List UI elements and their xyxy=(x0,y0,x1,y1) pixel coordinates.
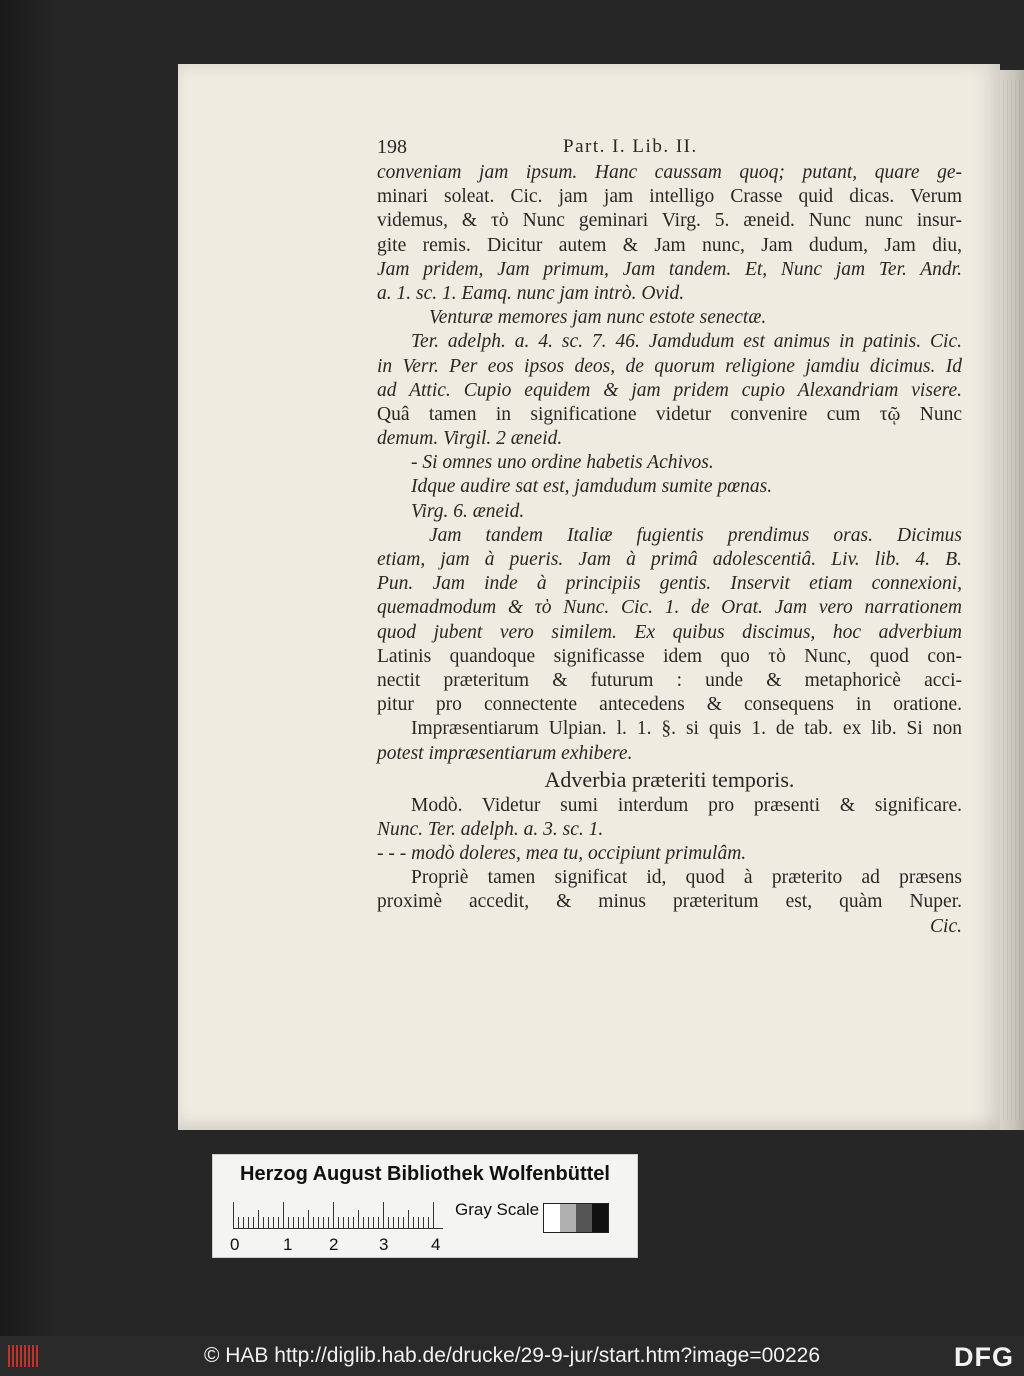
gray-swatch xyxy=(592,1204,608,1232)
copyright-url[interactable]: © HAB http://diglib.hab.de/drucke/29-9-jur/start.htm?image=00226 xyxy=(203,1344,821,1367)
ruler-tick xyxy=(333,1202,334,1228)
ruler-number: 0 xyxy=(230,1235,240,1254)
page-header xyxy=(377,133,962,161)
library-name: Herzog August Bibliothek Wolfenbüttel xyxy=(240,1163,610,1185)
ruler-tick xyxy=(328,1217,329,1228)
ruler-tick xyxy=(278,1217,279,1228)
text-line: Propriè tamen significat id, quod à præterito ad præsens xyxy=(411,867,962,889)
ruler-tick xyxy=(363,1217,364,1228)
ruler-tick xyxy=(413,1217,414,1228)
ruler-tick xyxy=(298,1217,299,1228)
ruler-tick xyxy=(338,1217,339,1228)
gray-scale-label: Gray Scale xyxy=(455,1200,540,1219)
text-line: etiam, jam à pueris. Jam à primâ adolescentiâ. Liv. lib. 4. B. xyxy=(377,549,962,570)
ruler-tick xyxy=(348,1217,349,1228)
ruler-tick xyxy=(318,1217,319,1228)
text-line: in Verr. Per eos ipsos deos, de quorum religione jamdiu dicimus. Id xyxy=(377,355,962,377)
ruler-tick xyxy=(433,1202,434,1228)
ruler-tick xyxy=(393,1217,394,1228)
ruler-baseline xyxy=(233,1228,443,1229)
color-calibration-label xyxy=(212,1154,638,1258)
scan-shadow xyxy=(0,0,60,1336)
ruler-number: 3 xyxy=(379,1235,389,1254)
section-heading: Adverbia præteriti temporis. xyxy=(544,766,795,792)
text-line: Latinis quandoque significasse idem quo τὸ Nunc, quod con- xyxy=(377,645,962,667)
text-line: Ter. adelph. a. 4. sc. 7. 46. Jamdudum est animus in patinis. Cic. xyxy=(411,331,962,353)
ruler-tick xyxy=(253,1217,254,1228)
ruler-tick xyxy=(248,1217,249,1228)
ruler-tick xyxy=(353,1217,354,1228)
ruler-tick xyxy=(273,1217,274,1228)
page-text xyxy=(377,133,962,939)
text-line: a. 1. sc. 1. Eamq. nunc jam intrò. Ovid. xyxy=(377,282,685,304)
ruler-tick xyxy=(403,1217,404,1228)
ruler-tick xyxy=(428,1217,429,1228)
ruler xyxy=(233,1200,443,1230)
ruler-tick xyxy=(288,1217,289,1228)
text-line: proximè accedit, & minus præteritum est, quàm Nuper. xyxy=(377,891,962,913)
text-line: Venturæ memores jam nunc estote senectæ. xyxy=(429,307,767,329)
text-line: - Si omnes uno ordine habetis Achivos. xyxy=(411,452,714,474)
page-edge-texture xyxy=(1003,80,1021,1120)
ruler-tick xyxy=(423,1217,424,1228)
ruler-tick xyxy=(238,1217,239,1228)
text-line: Nunc. Ter. adelph. a. 3. sc. 1. xyxy=(377,818,604,840)
text-line: Jam tandem Italiæ fugientis prendimus oras. Dicimus xyxy=(429,524,962,546)
text-line: Pun. Jam inde à principiis gentis. Inservit etiam connexioni, xyxy=(377,573,962,595)
ruler-tick xyxy=(418,1217,419,1228)
ruler-tick xyxy=(358,1210,359,1228)
ruler-number: 4 xyxy=(431,1235,441,1254)
text-line: potest impræsentiarum exhibere. xyxy=(377,742,633,764)
ruler-tick xyxy=(303,1217,304,1228)
gray-scale-swatches xyxy=(543,1203,609,1233)
text-line: quod jubent vero similem. Ex quibus discimus, hoc adverbium xyxy=(377,621,962,643)
ruler-number: 2 xyxy=(329,1235,339,1254)
text-line: - - - modò doleres, mea tu, occipiunt primulâm. xyxy=(377,843,747,865)
ruler-tick xyxy=(313,1217,314,1228)
viewer-footer xyxy=(0,1336,1024,1376)
text-line: Quâ tamen in significatione videtur convenire cum τῷ Nunc xyxy=(377,403,962,425)
ruler-tick xyxy=(268,1217,269,1228)
gray-swatch xyxy=(544,1204,560,1232)
ruler-tick xyxy=(343,1217,344,1228)
gray-swatch xyxy=(576,1204,592,1232)
text-line: ad Attic. Cupio equidem & jam pridem cupio Alexandriam visere. xyxy=(377,379,962,401)
ruler-tick xyxy=(383,1202,384,1228)
ruler-tick xyxy=(368,1217,369,1228)
page-number: 198 xyxy=(377,135,407,158)
text-line: demum. Virgil. 2 æneid. xyxy=(377,428,563,450)
text-line: gite remis. Dicitur autem & Jam nunc, Jam dudum, Jam diu, xyxy=(377,234,962,256)
text-line: Virg. 6. æneid. xyxy=(411,500,525,522)
catchword: Cic. xyxy=(930,915,962,937)
text-line: videmus, & τὸ Nunc geminari Virg. 5. æneid. Nunc nunc insur- xyxy=(377,210,962,232)
ruler-tick xyxy=(233,1202,234,1228)
ruler-tick xyxy=(258,1210,259,1228)
ruler-tick xyxy=(293,1217,294,1228)
ruler-tick xyxy=(323,1217,324,1228)
text-line: nectit præteritum & futurum : unde & metaphoricè acci- xyxy=(377,669,962,691)
gray-swatch xyxy=(560,1204,576,1232)
ruler-tick xyxy=(243,1217,244,1228)
ruler-tick xyxy=(263,1217,264,1228)
ruler-tick xyxy=(373,1217,374,1228)
running-title: Part. I. Lib. II. xyxy=(563,136,698,157)
text-line: minari soleat. Cic. jam jam intelligo Crasse quid dicas. Verum xyxy=(377,186,962,208)
ruler-tick xyxy=(408,1210,409,1228)
text-line: conveniam jam ipsum. Hanc caussam quoq; putant, quare ge- xyxy=(377,162,962,183)
text-line: Jam pridem, Jam primum, Jam tandem. Et, Nunc jam Ter. Andr. xyxy=(377,258,962,280)
text-line: Idque audire sat est, jamdudum sumite pœnas. xyxy=(411,476,773,498)
ruler-tick xyxy=(378,1217,379,1228)
ruler-tick xyxy=(398,1217,399,1228)
ruler-tick xyxy=(283,1202,284,1228)
ruler-tick xyxy=(388,1217,389,1228)
ruler-tick xyxy=(308,1210,309,1228)
text-line: Impræsentiarum Ulpian. l. 1. §. si quis 1. de tab. ex lib. Si non xyxy=(411,718,962,740)
dfg-logo: DFG xyxy=(954,1342,1014,1372)
text-line: Modò. Videtur sumi interdum pro præsenti & significare. xyxy=(411,794,962,816)
text-line: quemadmodum & τὸ Nunc. Cic. 1. de Orat. Jam vero narrationem xyxy=(377,597,962,619)
ruler-number: 1 xyxy=(283,1235,293,1254)
text-line: pitur pro connectente antecedens & consequens in oratione. xyxy=(377,694,962,716)
